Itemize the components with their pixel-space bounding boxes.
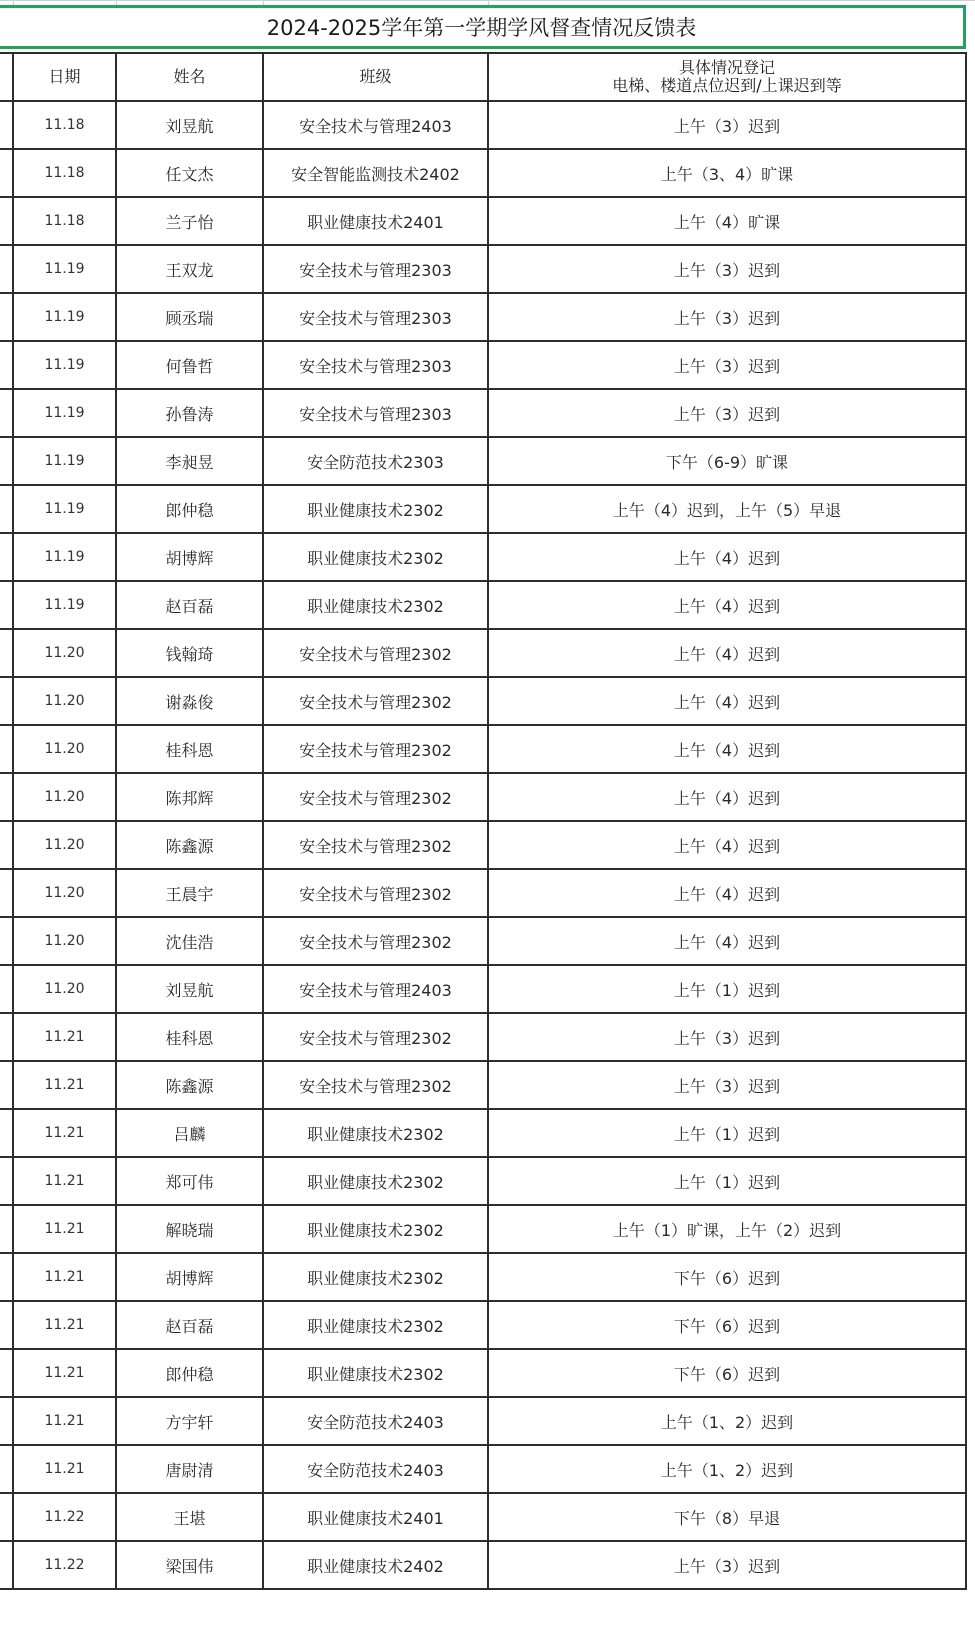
cell-class[interactable]: 安全技术与管理2303 bbox=[263, 245, 488, 293]
table-row bbox=[0, 1061, 966, 1109]
row-stub-cell[interactable] bbox=[0, 677, 13, 725]
table-row bbox=[0, 1157, 966, 1205]
cell-detail[interactable]: 上午（3）迟到 bbox=[488, 101, 966, 149]
sheet-title: 2024-2025学年第一学期学风督查情况反馈表 bbox=[266, 16, 697, 40]
cell-name[interactable]: 陈邦辉 bbox=[116, 773, 263, 821]
cell-class[interactable]: 安全防范技术2303 bbox=[263, 437, 488, 485]
cell-detail[interactable]: 下午（6）迟到 bbox=[488, 1253, 966, 1301]
cell-date[interactable]: 11.21 bbox=[13, 1157, 116, 1205]
cell-detail[interactable]: 下午（8）早退 bbox=[488, 1493, 966, 1541]
cell-name[interactable]: 孙鲁涛 bbox=[116, 389, 263, 437]
table-row bbox=[0, 1541, 966, 1589]
header-date[interactable]: 日期 bbox=[13, 53, 116, 101]
cell-detail[interactable]: 上午（3）迟到 bbox=[488, 341, 966, 389]
cell-detail[interactable]: 下午（6-9）旷课 bbox=[488, 437, 966, 485]
row-stub-cell[interactable] bbox=[0, 1253, 13, 1301]
cell-name[interactable]: 赵百磊 bbox=[116, 1301, 263, 1349]
cell-date[interactable]: 11.21 bbox=[13, 1253, 116, 1301]
cell-class[interactable]: 安全技术与管理2302 bbox=[263, 917, 488, 965]
cell-class[interactable]: 职业健康技术2302 bbox=[263, 1349, 488, 1397]
header-detail-subtitle: 电梯、楼道点位迟到/上课迟到等 bbox=[612, 76, 842, 95]
row-stub-cell[interactable] bbox=[0, 821, 13, 869]
table-row bbox=[0, 437, 966, 485]
table-row bbox=[0, 1349, 966, 1397]
row-stub-cell[interactable] bbox=[0, 533, 13, 581]
cell-detail[interactable]: 上午（1、2）迟到 bbox=[488, 1445, 966, 1493]
cell-date[interactable]: 11.19 bbox=[13, 293, 116, 341]
row-stub-cell[interactable] bbox=[0, 1349, 13, 1397]
cell-detail[interactable]: 上午（3）迟到 bbox=[488, 293, 966, 341]
table-row bbox=[0, 1013, 966, 1061]
table-row bbox=[0, 197, 966, 245]
cell-name[interactable]: 唐尉清 bbox=[116, 1445, 263, 1493]
cell-name[interactable]: 陈鑫源 bbox=[116, 821, 263, 869]
cell-name[interactable]: 解晓瑞 bbox=[116, 1205, 263, 1253]
cell-detail[interactable]: 上午（4）迟到 bbox=[488, 677, 966, 725]
row-stub-cell[interactable] bbox=[0, 1397, 13, 1445]
cell-date[interactable]: 11.18 bbox=[13, 197, 116, 245]
cell-name[interactable]: 顾丞瑞 bbox=[116, 293, 263, 341]
cell-detail[interactable]: 上午（3）迟到 bbox=[488, 1013, 966, 1061]
cell-name[interactable]: 胡博辉 bbox=[116, 533, 263, 581]
cell-detail[interactable]: 下午（6）迟到 bbox=[488, 1349, 966, 1397]
cell-class[interactable]: 安全技术与管理2302 bbox=[263, 725, 488, 773]
cell-name[interactable]: 郎仲稳 bbox=[116, 1349, 263, 1397]
row-stub-cell[interactable] bbox=[0, 197, 13, 245]
header-row bbox=[0, 53, 966, 101]
cell-date[interactable]: 11.21 bbox=[13, 1301, 116, 1349]
cell-date[interactable]: 11.19 bbox=[13, 581, 116, 629]
cell-name[interactable]: 刘昱航 bbox=[116, 101, 263, 149]
cell-name[interactable]: 兰子怡 bbox=[116, 197, 263, 245]
table-row bbox=[0, 389, 966, 437]
sheet-title-cell[interactable] bbox=[0, 5, 966, 49]
table-row bbox=[0, 533, 966, 581]
cell-name[interactable]: 吕麟 bbox=[116, 1109, 263, 1157]
cell-date[interactable]: 11.21 bbox=[13, 1445, 116, 1493]
table-row bbox=[0, 629, 966, 677]
cell-date[interactable]: 11.21 bbox=[13, 1013, 116, 1061]
row-stub-cell[interactable] bbox=[0, 1445, 13, 1493]
cell-class[interactable]: 安全技术与管理2302 bbox=[263, 821, 488, 869]
table-row bbox=[0, 1253, 966, 1301]
table-row bbox=[0, 821, 966, 869]
row-stub-cell[interactable] bbox=[0, 869, 13, 917]
table-row bbox=[0, 293, 966, 341]
cell-name[interactable]: 谢淼俊 bbox=[116, 677, 263, 725]
cell-class[interactable]: 安全技术与管理2302 bbox=[263, 869, 488, 917]
row-stub-cell[interactable] bbox=[0, 725, 13, 773]
cell-detail[interactable]: 下午（6）迟到 bbox=[488, 1301, 966, 1349]
row-stub-cell[interactable] bbox=[0, 917, 13, 965]
header-detail-title: 具体情况登记 bbox=[678, 58, 775, 77]
cell-class[interactable]: 安全技术与管理2302 bbox=[263, 677, 488, 725]
header-detail[interactable] bbox=[488, 53, 966, 101]
table-row bbox=[0, 485, 966, 533]
cell-name[interactable]: 钱翰琦 bbox=[116, 629, 263, 677]
cell-name[interactable]: 王堪 bbox=[116, 1493, 263, 1541]
row-stub-cell[interactable] bbox=[0, 293, 13, 341]
cell-date[interactable]: 11.18 bbox=[13, 101, 116, 149]
row-stub-cell[interactable] bbox=[0, 965, 13, 1013]
row-stub-cell[interactable] bbox=[0, 245, 13, 293]
table-row bbox=[0, 1301, 966, 1349]
top-gridline bbox=[0, 0, 975, 3]
row-stub-cell[interactable] bbox=[0, 1541, 13, 1589]
cell-date[interactable]: 11.21 bbox=[13, 1349, 116, 1397]
header-class[interactable]: 班级 bbox=[263, 53, 488, 101]
table-row bbox=[0, 725, 966, 773]
cell-date[interactable]: 11.20 bbox=[13, 629, 116, 677]
cell-class[interactable]: 职业健康技术2302 bbox=[263, 533, 488, 581]
cell-date[interactable]: 11.19 bbox=[13, 245, 116, 293]
cell-detail[interactable]: 上午（4）迟到 bbox=[488, 773, 966, 821]
cell-date[interactable]: 11.22 bbox=[13, 1541, 116, 1589]
cell-class[interactable]: 安全技术与管理2403 bbox=[263, 101, 488, 149]
cell-detail[interactable]: 上午（4）迟到 bbox=[488, 821, 966, 869]
cell-class[interactable]: 职业健康技术2302 bbox=[263, 1253, 488, 1301]
cell-detail[interactable]: 上午（4）旷课 bbox=[488, 197, 966, 245]
row-stub-cell[interactable] bbox=[0, 149, 13, 197]
cell-class[interactable]: 安全技术与管理2302 bbox=[263, 773, 488, 821]
cell-date[interactable]: 11.21 bbox=[13, 1205, 116, 1253]
table-row bbox=[0, 965, 966, 1013]
cell-name[interactable]: 桂科恩 bbox=[116, 725, 263, 773]
cell-detail[interactable]: 上午（1、2）迟到 bbox=[488, 1397, 966, 1445]
cell-class[interactable]: 职业健康技术2302 bbox=[263, 1205, 488, 1253]
table-row bbox=[0, 341, 966, 389]
cell-class[interactable]: 安全技术与管理2303 bbox=[263, 389, 488, 437]
cell-detail[interactable]: 上午（4）迟到 bbox=[488, 581, 966, 629]
row-stub-cell[interactable] bbox=[0, 53, 13, 101]
table-row bbox=[0, 1493, 966, 1541]
cell-date[interactable]: 11.19 bbox=[13, 437, 116, 485]
table-row bbox=[0, 1109, 966, 1157]
cell-name[interactable]: 胡博辉 bbox=[116, 1253, 263, 1301]
cell-name[interactable]: 赵百磊 bbox=[116, 581, 263, 629]
cell-detail[interactable]: 上午（1）旷课，上午（2）迟到 bbox=[488, 1205, 966, 1253]
cell-name[interactable]: 陈鑫源 bbox=[116, 1061, 263, 1109]
row-stub-cell[interactable] bbox=[0, 437, 13, 485]
cell-date[interactable]: 11.18 bbox=[13, 149, 116, 197]
cell-name[interactable]: 刘昱航 bbox=[116, 965, 263, 1013]
cell-name[interactable]: 李昶昱 bbox=[116, 437, 263, 485]
cell-date[interactable]: 11.20 bbox=[13, 821, 116, 869]
cell-date[interactable]: 11.19 bbox=[13, 389, 116, 437]
row-stub-cell[interactable] bbox=[0, 341, 13, 389]
table-row bbox=[0, 773, 966, 821]
cell-detail[interactable]: 上午（4）迟到 bbox=[488, 869, 966, 917]
table-row bbox=[0, 677, 966, 725]
cell-detail[interactable]: 上午（1）迟到 bbox=[488, 965, 966, 1013]
cell-class[interactable]: 安全技术与管理2302 bbox=[263, 1013, 488, 1061]
table-body bbox=[0, 101, 966, 1589]
cell-name[interactable]: 王晨宇 bbox=[116, 869, 263, 917]
cell-detail[interactable]: 上午（3）迟到 bbox=[488, 1061, 966, 1109]
cell-detail[interactable]: 上午（4）迟到 bbox=[488, 917, 966, 965]
cell-detail[interactable]: 上午（4）迟到 bbox=[488, 725, 966, 773]
cell-detail[interactable]: 上午（3）迟到 bbox=[488, 245, 966, 293]
cell-date[interactable]: 11.20 bbox=[13, 773, 116, 821]
cell-date[interactable]: 11.20 bbox=[13, 677, 116, 725]
cell-name[interactable]: 沈佳浩 bbox=[116, 917, 263, 965]
cell-detail[interactable]: 上午（4）迟到 bbox=[488, 629, 966, 677]
row-stub-cell[interactable] bbox=[0, 1157, 13, 1205]
row-stub-cell[interactable] bbox=[0, 389, 13, 437]
row-stub-cell[interactable] bbox=[0, 485, 13, 533]
row-stub-cell[interactable] bbox=[0, 629, 13, 677]
cell-detail[interactable]: 上午（3）迟到 bbox=[488, 389, 966, 437]
table-row bbox=[0, 149, 966, 197]
cell-class[interactable]: 安全智能监测技术2402 bbox=[263, 149, 488, 197]
cell-name[interactable]: 任文杰 bbox=[116, 149, 263, 197]
cell-class[interactable]: 职业健康技术2302 bbox=[263, 1157, 488, 1205]
cell-class[interactable]: 职业健康技术2401 bbox=[263, 197, 488, 245]
row-stub-cell[interactable] bbox=[0, 1061, 13, 1109]
table-row bbox=[0, 101, 966, 149]
cell-class[interactable]: 职业健康技术2302 bbox=[263, 581, 488, 629]
cell-class[interactable]: 职业健康技术2401 bbox=[263, 1493, 488, 1541]
cell-name[interactable]: 方宇轩 bbox=[116, 1397, 263, 1445]
cell-name[interactable]: 郎仲稳 bbox=[116, 485, 263, 533]
table-row bbox=[0, 1205, 966, 1253]
row-stub-cell[interactable] bbox=[0, 1013, 13, 1061]
row-stub-cell[interactable] bbox=[0, 1109, 13, 1157]
row-stub-cell[interactable] bbox=[0, 773, 13, 821]
cell-date[interactable]: 11.19 bbox=[13, 341, 116, 389]
row-stub-cell[interactable] bbox=[0, 1205, 13, 1253]
table-row bbox=[0, 245, 966, 293]
cell-class[interactable]: 职业健康技术2302 bbox=[263, 485, 488, 533]
cell-name[interactable]: 桂科恩 bbox=[116, 1013, 263, 1061]
cell-class[interactable]: 职业健康技术2302 bbox=[263, 1109, 488, 1157]
row-stub-cell[interactable] bbox=[0, 581, 13, 629]
cell-date[interactable]: 11.21 bbox=[13, 1397, 116, 1445]
cell-class[interactable]: 安全防范技术2403 bbox=[263, 1397, 488, 1445]
cell-detail[interactable]: 上午（3）迟到 bbox=[488, 1541, 966, 1589]
cell-class[interactable]: 安全技术与管理2403 bbox=[263, 965, 488, 1013]
cell-detail[interactable]: 上午（3、4）旷课 bbox=[488, 149, 966, 197]
cell-date[interactable]: 11.21 bbox=[13, 1061, 116, 1109]
cell-name[interactable]: 王双龙 bbox=[116, 245, 263, 293]
table-row bbox=[0, 869, 966, 917]
cell-detail[interactable]: 上午（4）迟到 bbox=[488, 533, 966, 581]
feedback-table bbox=[0, 52, 967, 1590]
cell-class[interactable]: 安全技术与管理2302 bbox=[263, 629, 488, 677]
cell-class[interactable]: 职业健康技术2402 bbox=[263, 1541, 488, 1589]
row-stub-cell[interactable] bbox=[0, 1493, 13, 1541]
cell-name[interactable]: 梁国伟 bbox=[116, 1541, 263, 1589]
cell-date[interactable]: 11.20 bbox=[13, 869, 116, 917]
row-stub-cell[interactable] bbox=[0, 1301, 13, 1349]
cell-date[interactable]: 11.20 bbox=[13, 965, 116, 1013]
cell-date[interactable]: 11.20 bbox=[13, 917, 116, 965]
cell-date[interactable]: 11.19 bbox=[13, 533, 116, 581]
cell-date[interactable]: 11.19 bbox=[13, 485, 116, 533]
cell-class[interactable]: 安全防范技术2403 bbox=[263, 1445, 488, 1493]
cell-date[interactable]: 11.22 bbox=[13, 1493, 116, 1541]
cell-detail[interactable]: 上午（4）迟到，上午（5）早退 bbox=[488, 485, 966, 533]
cell-name[interactable]: 郑可伟 bbox=[116, 1157, 263, 1205]
cell-class[interactable]: 安全技术与管理2302 bbox=[263, 1061, 488, 1109]
table-row bbox=[0, 1445, 966, 1493]
header-name[interactable]: 姓名 bbox=[116, 53, 263, 101]
table-row bbox=[0, 1397, 966, 1445]
cell-class[interactable]: 职业健康技术2302 bbox=[263, 1301, 488, 1349]
cell-detail[interactable]: 上午（1）迟到 bbox=[488, 1157, 966, 1205]
cell-class[interactable]: 安全技术与管理2303 bbox=[263, 293, 488, 341]
cell-date[interactable]: 11.20 bbox=[13, 725, 116, 773]
cell-class[interactable]: 安全技术与管理2303 bbox=[263, 341, 488, 389]
cell-name[interactable]: 何鲁哲 bbox=[116, 341, 263, 389]
cell-detail[interactable]: 上午（1）迟到 bbox=[488, 1109, 966, 1157]
table-row bbox=[0, 581, 966, 629]
table-row bbox=[0, 917, 966, 965]
row-stub-cell[interactable] bbox=[0, 101, 13, 149]
cell-date[interactable]: 11.21 bbox=[13, 1109, 116, 1157]
